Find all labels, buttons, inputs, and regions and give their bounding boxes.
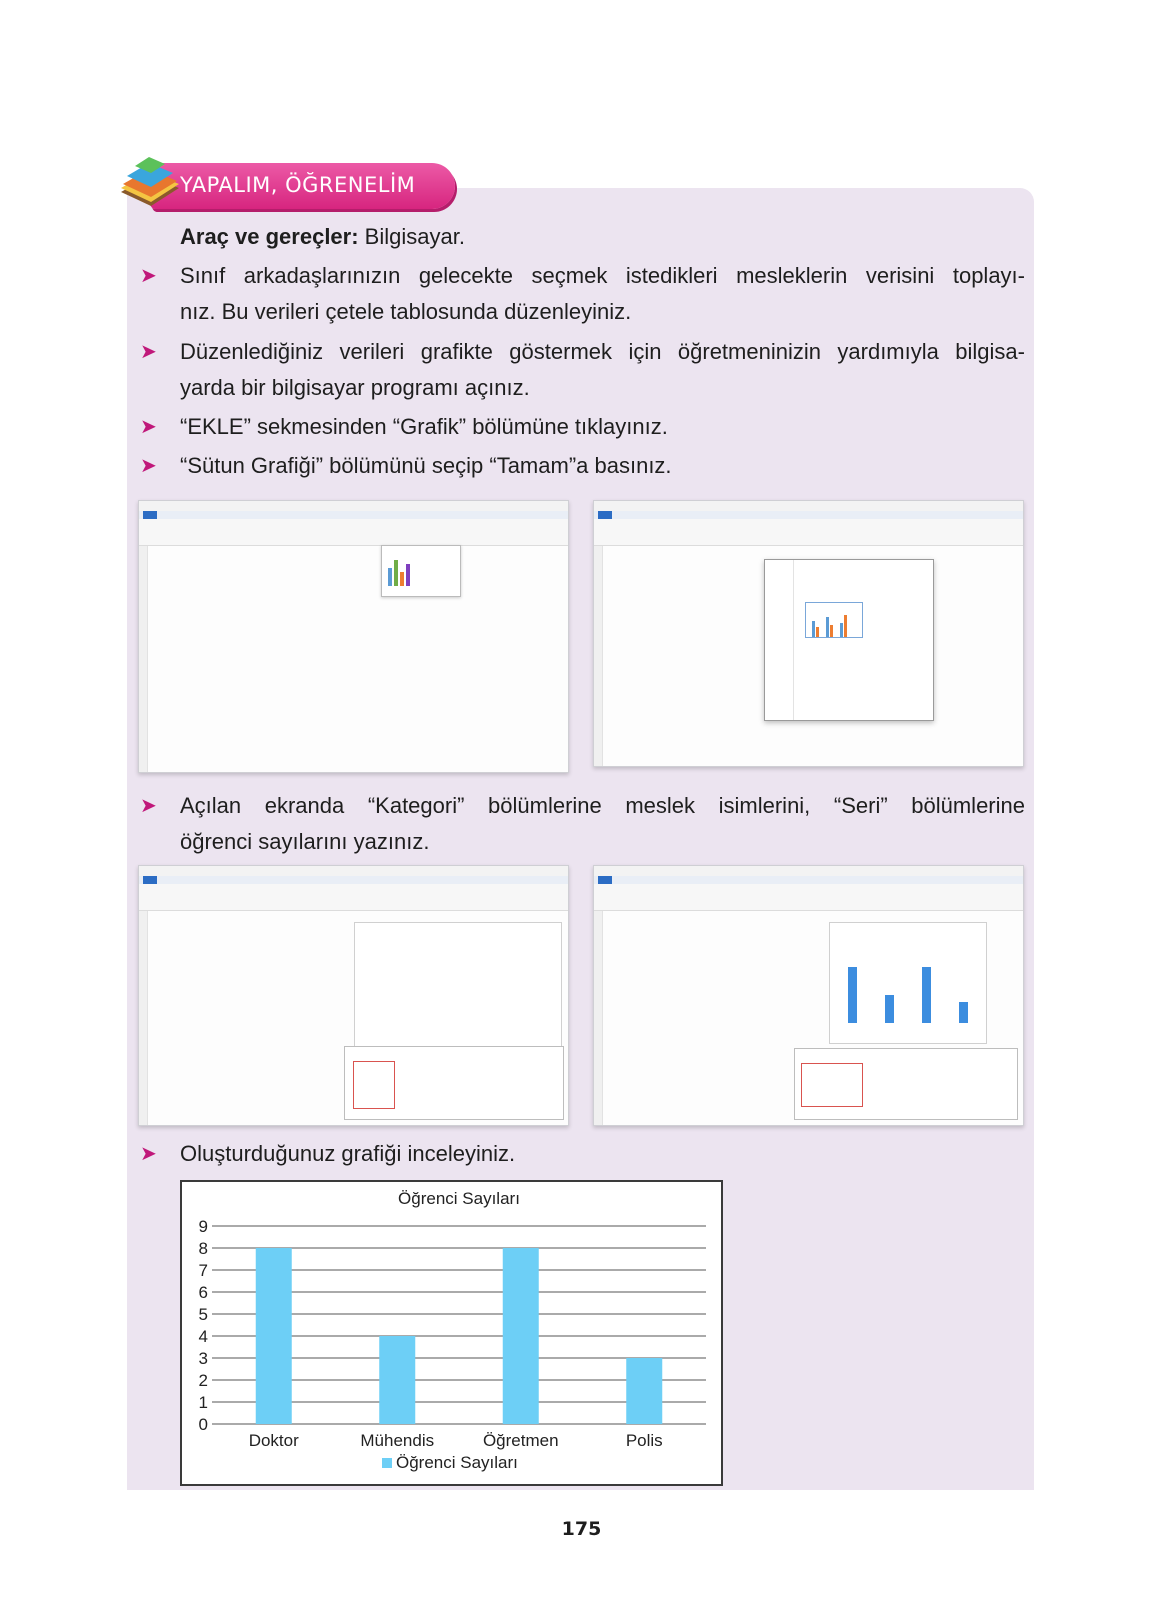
y-tick-label: 4	[198, 1327, 208, 1346]
bar-chart	[180, 1180, 723, 1486]
y-tick-label: 9	[198, 1217, 208, 1236]
y-tick-label: 6	[198, 1283, 208, 1302]
book-icon	[117, 154, 183, 214]
section-header	[150, 163, 455, 209]
y-tick-label: 5	[198, 1305, 208, 1324]
step-2-line-1: Düzenlediğiniz verileri grafikte göstermek için öğretmeninizin yardımıyla bilgisa-	[180, 339, 1025, 364]
screenshot-filled-chart	[593, 865, 1024, 1126]
arrow-bullet-icon: ➤	[140, 265, 157, 287]
section-title: YAPALIM, ÖĞRENELİM	[180, 173, 416, 197]
screenshot-data-entry	[138, 865, 569, 1126]
step-5-line-2: öğrenci sayılarını yazınız.	[180, 829, 430, 854]
y-tick-label: 8	[198, 1239, 208, 1258]
x-tick-label: Doktor	[248, 1431, 299, 1450]
materials-value: Bilgisayar.	[358, 224, 465, 249]
bar-chart-svg	[182, 1182, 721, 1484]
step-5-line-1: Açılan ekranda “Kategori” bölümlerine meslek isimlerini, “Seri” bölümlerine	[180, 793, 1025, 818]
arrow-bullet-icon: ➤	[140, 341, 157, 363]
x-tick-label: Öğretmen	[482, 1431, 559, 1450]
bar-4	[626, 1358, 662, 1424]
bar-2	[379, 1336, 415, 1424]
arrow-bullet-icon: ➤	[140, 455, 157, 477]
bar-1	[256, 1248, 292, 1424]
materials-line	[180, 219, 1025, 255]
screenshot-insert-chart	[138, 500, 569, 773]
x-tick-label: Mühendis	[360, 1431, 435, 1450]
step-3: “EKLE” sekmesinden “Grafik” bölümüne tıklayınız.	[180, 414, 668, 439]
legend-swatch	[382, 1458, 392, 1468]
step-1-line-2: nız. Bu verileri çetele tablosunda düzenleyiniz.	[180, 299, 632, 324]
step-1-line-1: Sınıf arkadaşlarınızın gelecekte seçmek istedikleri mesleklerin verisini toplayı-	[180, 263, 1025, 288]
arrow-bullet-icon: ➤	[140, 795, 157, 817]
x-tick-label: Polis	[625, 1431, 663, 1450]
chart-title: Öğrenci Sayıları	[398, 1189, 520, 1208]
y-tick-label: 3	[198, 1349, 208, 1368]
y-tick-label: 0	[198, 1415, 208, 1434]
arrow-bullet-icon: ➤	[140, 416, 157, 438]
y-tick-label: 2	[198, 1371, 208, 1390]
legend-label: Öğrenci Sayıları	[396, 1453, 518, 1472]
bar-3	[503, 1248, 539, 1424]
y-tick-label: 7	[198, 1261, 208, 1280]
y-tick-label: 1	[198, 1393, 208, 1412]
step-6: Oluşturduğunuz grafiği inceleyiniz.	[180, 1141, 516, 1166]
screenshot-chart-dialog	[593, 500, 1024, 767]
step-2-line-2: yarda bir bilgisayar programı açınız.	[180, 375, 530, 400]
page-number: 175	[561, 1518, 602, 1540]
arrow-bullet-icon: ➤	[140, 1143, 157, 1165]
step-4: “Sütun Grafiği” bölümünü seçip “Tamam”a basınız.	[180, 453, 672, 478]
materials-label: Araç ve gereçler:	[180, 224, 359, 249]
